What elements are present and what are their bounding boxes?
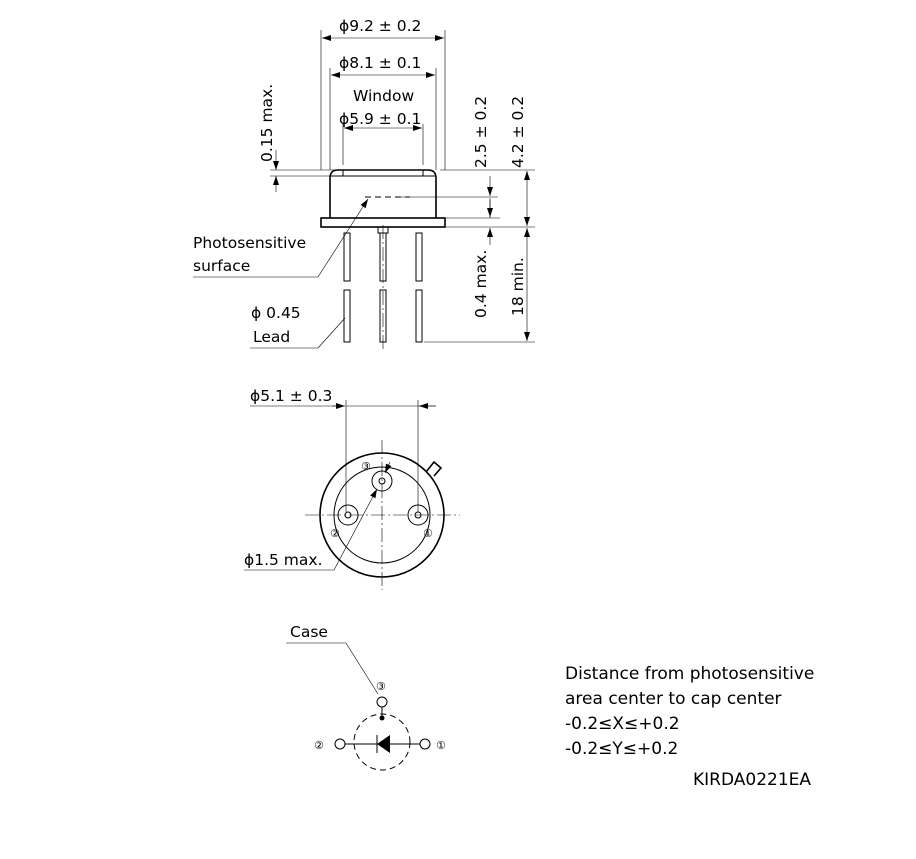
- cap-body: [330, 170, 436, 218]
- window-dia-dim: ϕ5.9 ± 0.1: [339, 110, 422, 128]
- pin-pad-dim: ϕ1.5 max.: [244, 551, 323, 569]
- top-gap-dim: 0.15 max.: [258, 83, 276, 162]
- total-height-dim: 4.2 ± 0.2: [509, 95, 527, 168]
- leads: [344, 225, 422, 350]
- pin-3-label: ③: [361, 460, 371, 473]
- case-label: Case: [290, 623, 328, 641]
- outer-dia-dim: ϕ9.2 ± 0.2: [339, 17, 422, 35]
- drawing-code: KIRDA0221EA: [693, 770, 812, 790]
- photosensitive-label-2: surface: [193, 257, 251, 275]
- surface-height-dim: 2.5 ± 0.2: [472, 95, 490, 168]
- photosensitive-label-1: Photosensitive: [193, 234, 307, 252]
- flange-dim: 0.4 max.: [472, 249, 490, 318]
- lead-length-dim: 18 min.: [509, 257, 527, 316]
- schem-pin-1: ①: [436, 739, 446, 752]
- note-line-3: -0.2≤X≤+0.2: [565, 714, 680, 734]
- lead-label: Lead: [253, 328, 291, 346]
- lead-dia-label: ϕ 0.45: [251, 304, 301, 322]
- window-label: Window: [353, 87, 415, 105]
- notes: [565, 664, 814, 790]
- schematic: [286, 623, 446, 770]
- side-view: [193, 17, 535, 350]
- bottom-view: [244, 387, 460, 590]
- schem-pin-2: ②: [314, 739, 324, 752]
- note-line-4: -0.2≤Y≤+0.2: [565, 739, 679, 759]
- photodiode-symbol: [377, 735, 390, 753]
- pin-1-label: ①: [423, 527, 433, 540]
- schem-pin-3: ③: [376, 680, 386, 693]
- cap-dia-dim: ϕ8.1 ± 0.1: [339, 54, 422, 72]
- pin-2-label: ②: [330, 527, 340, 540]
- note-line-1: Distance from photosensitive: [565, 664, 815, 684]
- pin-circle-dim: ϕ5.1 ± 0.3: [250, 387, 333, 405]
- note-line-2: area center to cap center: [565, 689, 782, 709]
